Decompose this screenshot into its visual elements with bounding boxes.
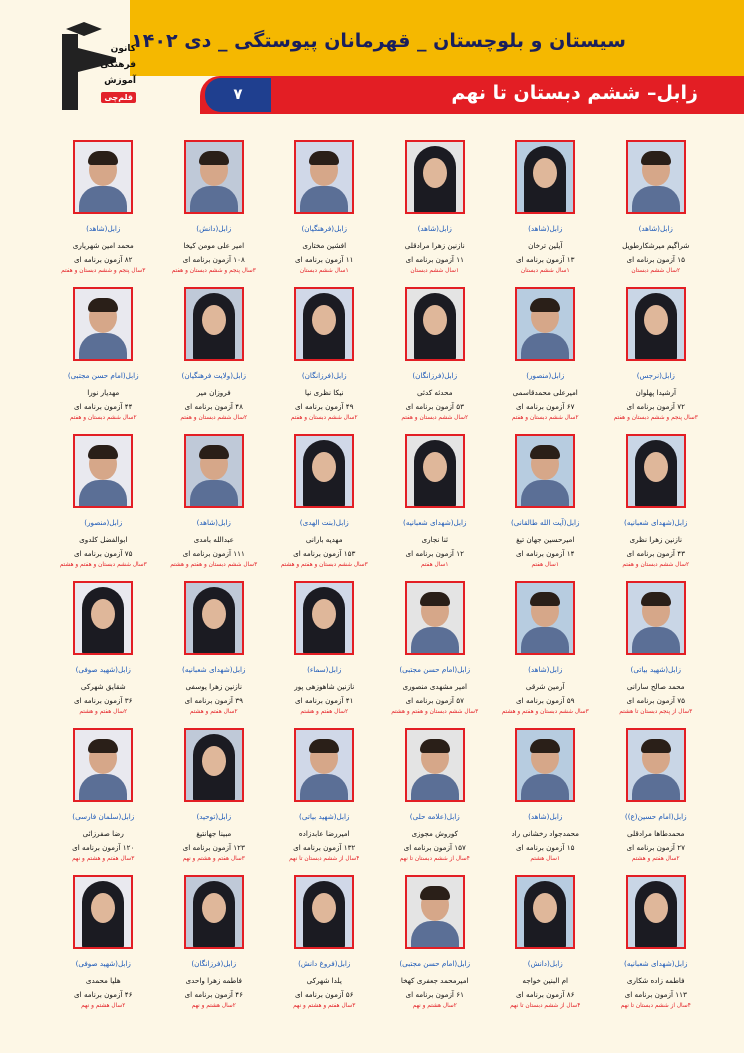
student-name: ام البنین خواجه xyxy=(522,976,569,985)
student-tests: ۴۱ آزمون برنامه ای xyxy=(295,696,354,705)
student-photo xyxy=(73,287,133,361)
student-photo xyxy=(626,875,686,949)
student-years: ۱سال ششم دبستان xyxy=(520,268,570,274)
student-card xyxy=(601,285,712,432)
student-card xyxy=(601,873,712,1020)
student-photo xyxy=(184,875,244,949)
student-tests: ۵۶ آزمون برنامه ای xyxy=(295,990,354,999)
student-name: آرمین شرقی xyxy=(525,682,565,691)
student-card xyxy=(380,138,491,285)
student-tests: ۱۴ آزمون برنامه ای xyxy=(516,549,575,558)
student-card xyxy=(269,579,380,726)
student-name: کوروش مجوزی xyxy=(411,829,458,838)
student-tests: ۱۱ آزمون برنامه ای xyxy=(405,255,464,264)
student-name: نازنین زهرا مرادقلی xyxy=(404,241,465,250)
student-school: زابل(علامه حلی) xyxy=(409,812,460,821)
student-name: فاطمه زاده شکاری xyxy=(626,976,685,985)
student-years: ۴سال از ششم دبستان تا نهم xyxy=(620,1003,691,1009)
student-card xyxy=(269,873,380,1020)
student-school: زابل(شاهد) xyxy=(417,224,452,233)
student-tests: ۱۰۸ آزمون برنامه ای xyxy=(182,255,245,264)
student-name: عبدالله بامدی xyxy=(193,535,234,544)
student-name: محمدجواد رخشانی راد xyxy=(511,829,580,838)
logo xyxy=(48,18,138,116)
student-school: زابل(آیت الله طالقانی) xyxy=(511,518,580,527)
student-name: نازنین زهرا یوسفی xyxy=(185,682,242,691)
student-years: ۳سال ششم دبستان و هفتم و هشتم xyxy=(391,709,479,715)
student-years: ۲سال هشتم و نهم xyxy=(81,1003,126,1009)
student-school: زابل(ولایت فرهنگیان) xyxy=(181,371,246,380)
student-years: ۳سال پنجم و ششم دبستان و هفتم xyxy=(171,268,256,274)
student-photo xyxy=(294,875,354,949)
student-photo xyxy=(184,434,244,508)
student-school: زابل(شهدای شعبانیه) xyxy=(624,518,688,527)
student-photo xyxy=(184,581,244,655)
student-card xyxy=(159,873,270,1020)
student-years: ۱سال هشتم xyxy=(530,856,561,862)
student-years: ۴سال از ششم دبستان تا نهم xyxy=(510,1003,581,1009)
student-photo xyxy=(405,875,465,949)
student-years: ۳سال هفتم و هشتم و نهم xyxy=(72,856,135,862)
student-photo xyxy=(184,140,244,214)
student-card xyxy=(380,579,491,726)
student-school: زابل(شاهد) xyxy=(528,812,563,821)
student-photo xyxy=(515,140,575,214)
student-card xyxy=(490,873,601,1020)
student-card xyxy=(380,873,491,1020)
student-tests: ۴۶ آزمون برنامه ای xyxy=(74,990,133,999)
student-school: زابل(شهدای شعبانیه) xyxy=(624,959,688,968)
student-years: ۲سال هفتم و هشتم xyxy=(300,709,349,715)
student-card xyxy=(48,138,159,285)
student-name: آرشیدا پهلوان xyxy=(635,388,676,397)
student-years: ۳سال ششم دبستان و هفتم و هشتم xyxy=(59,562,147,568)
student-school: زابل(شهید بیاتی) xyxy=(299,812,350,821)
student-name: محدثه کدئی xyxy=(416,388,453,397)
student-tests: ۱۵۷ آزمون برنامه ای xyxy=(403,843,466,852)
student-tests: ۶۷ آزمون برنامه ای xyxy=(516,402,575,411)
student-photo xyxy=(515,728,575,802)
logo-text: قلم‌چی xyxy=(101,92,136,103)
student-photo xyxy=(184,728,244,802)
student-school: زابل(شاهد) xyxy=(86,224,121,233)
page-title: سیستان و بلوچستان _ قهرمانان پیوستگی _ دی ۱۴۰۲ xyxy=(131,30,626,52)
student-tests: ۷۵ آزمون برنامه ای xyxy=(626,696,685,705)
student-photo xyxy=(626,581,686,655)
student-name: مبینا جهانتیغ xyxy=(196,829,232,838)
student-school: زابل(شهید صوفی) xyxy=(75,665,131,674)
student-school: زابل(شهید بیاتی) xyxy=(630,665,681,674)
student-card xyxy=(490,579,601,726)
student-school: زابل(فرزانگان) xyxy=(191,959,237,968)
student-photo xyxy=(405,287,465,361)
student-card xyxy=(269,432,380,579)
student-card xyxy=(48,873,159,1020)
student-card xyxy=(48,432,159,579)
student-card xyxy=(380,432,491,579)
student-photo xyxy=(73,434,133,508)
student-card xyxy=(159,579,270,726)
student-years: ۱سال ششم دبستان xyxy=(299,268,349,274)
student-tests: ۵۷ آزمون برنامه ای xyxy=(405,696,464,705)
student-tests: ۴۳ آزمون برنامه ای xyxy=(626,549,685,558)
student-tests: ۴۶ آزمون برنامه ای xyxy=(184,990,243,999)
student-photo xyxy=(184,287,244,361)
student-card xyxy=(380,285,491,432)
student-school: زابل(امام حسن مجتبی) xyxy=(399,959,471,968)
student-school: زابل(شاهد) xyxy=(528,224,563,233)
student-years: ۲سال ششم دبستان و هفتم xyxy=(622,562,690,568)
student-years: ۲سال هفتم و هشتم xyxy=(79,709,128,715)
student-years: ۱سال هفتم xyxy=(531,562,559,568)
student-card xyxy=(48,285,159,432)
student-school: زابل(دانش) xyxy=(196,224,232,233)
student-school: زابل(فرزانگان) xyxy=(412,371,458,380)
student-years: ۱سال هفتم xyxy=(421,562,449,568)
logo-text: آموزش xyxy=(104,76,136,86)
student-school: زابل(شهید صوفی) xyxy=(75,959,131,968)
student-school: زابل(دانش) xyxy=(527,959,563,968)
student-years: ۲سال ششم دبستان و هفتم xyxy=(401,415,469,421)
student-card xyxy=(601,579,712,726)
student-tests: ۱۲ آزمون برنامه ای xyxy=(405,549,464,558)
student-years: ۳سال ششم دبستان و هفتم و هشتم xyxy=(170,562,258,568)
student-card xyxy=(490,726,601,873)
student-photo xyxy=(405,434,465,508)
student-card xyxy=(269,726,380,873)
student-photo xyxy=(73,581,133,655)
student-tests: ۸۲ آزمون برنامه ای xyxy=(74,255,133,264)
page-subtitle: زابل– ششم دبستان تا نهم xyxy=(451,82,698,104)
student-school: زابل(شهدای شعبانیه) xyxy=(403,518,467,527)
student-tests: ۷۵ آزمون برنامه ای xyxy=(74,549,133,558)
student-photo xyxy=(626,728,686,802)
student-name: یلدا شهرکی xyxy=(306,976,342,985)
student-tests: ۳۹ آزمون برنامه ای xyxy=(184,696,243,705)
student-name: امیر مشهدی منصوری xyxy=(402,682,468,691)
student-name: شقایق شهرکی xyxy=(80,682,126,691)
student-card xyxy=(601,432,712,579)
student-photo xyxy=(405,140,465,214)
student-name: امیررضا عابدزاده xyxy=(298,829,350,838)
student-grid xyxy=(48,138,711,1020)
student-tests: ۱۳۲ آزمون برنامه ای xyxy=(293,843,356,852)
student-tests: ۱۵ آزمون برنامه ای xyxy=(626,255,685,264)
student-years: ۲سال هشتم و نهم xyxy=(412,1003,457,1009)
student-card xyxy=(48,726,159,873)
student-photo xyxy=(294,434,354,508)
student-tests: ۱۵ آزمون برنامه ای xyxy=(516,843,575,852)
student-photo xyxy=(294,140,354,214)
student-school: زابل(امام حسین(ع)) xyxy=(624,812,687,821)
student-years: ۲سال هشتم و نهم xyxy=(191,1003,236,1009)
student-name: امیرمحمد جعفری کهخا xyxy=(400,976,469,985)
student-card xyxy=(601,726,712,873)
student-photo xyxy=(626,287,686,361)
student-tests: ۵۳ آزمون برنامه ای xyxy=(405,402,464,411)
student-card xyxy=(159,285,270,432)
student-years: ۲سال ششم دبستان و هفتم xyxy=(69,415,137,421)
student-photo xyxy=(73,728,133,802)
student-name: فاطمه زهرا واحدی xyxy=(185,976,242,985)
student-card xyxy=(490,285,601,432)
student-years: ۴سال از ششم دبستان تا نهم xyxy=(289,856,360,862)
student-years: ۲سال ششم دبستان و هفتم xyxy=(290,415,358,421)
student-school: زابل(شاهد) xyxy=(528,665,563,674)
student-name: امیر علی مومن کیخا xyxy=(183,241,245,250)
student-card xyxy=(269,285,380,432)
student-school: زابل(فرزانگان) xyxy=(301,371,347,380)
student-years: ۴سال از ششم دبستان تا نهم xyxy=(399,856,470,862)
student-card xyxy=(490,432,601,579)
student-photo xyxy=(626,434,686,508)
student-school: زابل(امام حسن مجتبی) xyxy=(67,371,139,380)
student-name: شراگیم میرشکارطویل xyxy=(622,241,690,250)
student-name: محمد صالح سارانی xyxy=(626,682,685,691)
student-years: ۲سال هفتم و هشتم xyxy=(189,709,238,715)
student-photo xyxy=(294,581,354,655)
student-tests: ۳۶ آزمون برنامه ای xyxy=(74,696,133,705)
student-name: ثنا نجاری xyxy=(421,535,449,544)
student-years: ۳سال هفتم و هشتم و نهم xyxy=(182,856,245,862)
student-name: مهدیار نورا xyxy=(87,388,120,397)
student-school: زابل(توحید) xyxy=(196,812,232,821)
student-school: زابل(منصور) xyxy=(526,371,565,380)
student-years: ۳سال هفتم و هشتم و نهم xyxy=(293,1003,356,1009)
student-card xyxy=(159,138,270,285)
student-school: زابل(فرهنگیان) xyxy=(301,224,347,233)
student-photo xyxy=(515,581,575,655)
student-tests: ۱۳ آزمون برنامه ای xyxy=(516,255,575,264)
student-tests: ۱۱۱ آزمون برنامه ای xyxy=(182,549,245,558)
student-years: ۳سال پنجم و ششم دبستان و هفتم xyxy=(61,268,146,274)
student-card xyxy=(159,726,270,873)
student-tests: ۲۷ آزمون برنامه ای xyxy=(626,843,685,852)
logo-text: فرهنگی xyxy=(100,60,136,70)
student-tests: ۱۲۳ آزمون برنامه ای xyxy=(182,843,245,852)
student-name: امیرعلی محمدقاسمی xyxy=(512,388,578,397)
student-card xyxy=(601,138,712,285)
student-tests: ۸۶ آزمون برنامه ای xyxy=(516,990,575,999)
student-name: محمد امین شهریاری xyxy=(72,241,134,250)
student-photo xyxy=(515,287,575,361)
student-tests: ۴۸ آزمون برنامه ای xyxy=(184,402,243,411)
student-school: زابل(سماء) xyxy=(307,665,342,674)
student-school: زابل(منصور) xyxy=(84,518,123,527)
student-name: فروزان میر xyxy=(196,388,231,397)
student-years: ۲سال ششم دبستان xyxy=(631,268,681,274)
student-school: زابل(شهدای شعبانیه) xyxy=(182,665,246,674)
student-photo xyxy=(405,581,465,655)
student-school: زابل(امام حسن مجتبی) xyxy=(399,665,471,674)
student-years: ۱سال ششم دبستان xyxy=(410,268,460,274)
student-card xyxy=(380,726,491,873)
student-name: مهدیه بارانی xyxy=(305,535,343,544)
student-photo xyxy=(405,728,465,802)
student-school: زابل(فروغ دانش) xyxy=(298,959,351,968)
student-name: ابوالفضل کلدوی xyxy=(79,535,128,544)
student-school: زابل(شاهد) xyxy=(196,518,231,527)
student-years: ۲سال هفتم و هشتم xyxy=(631,856,680,862)
student-tests: ۶۱ آزمون برنامه ای xyxy=(405,990,464,999)
student-photo xyxy=(515,875,575,949)
student-tests: ۱۱۳ آزمون برنامه ای xyxy=(624,990,687,999)
student-name: رضا صفرزائی xyxy=(82,829,124,838)
student-tests: ۱۲۰ آزمون برنامه ای xyxy=(72,843,135,852)
student-photo xyxy=(515,434,575,508)
student-card xyxy=(269,138,380,285)
student-photo xyxy=(294,728,354,802)
student-name: هلیا محمدی xyxy=(85,976,121,985)
student-tests: ۱۵۳ آزمون برنامه ای xyxy=(293,549,356,558)
student-name: امیرحسین جهان تیغ xyxy=(516,535,575,544)
student-tests: ۱۱ آزمون برنامه ای xyxy=(295,255,354,264)
student-school: زابل(نرجس) xyxy=(636,371,675,380)
student-tests: ۴۴ آزمون برنامه ای xyxy=(74,402,133,411)
student-years: ۲سال ششم دبستان و هفتم xyxy=(180,415,248,421)
student-name: افشین مختاری xyxy=(302,241,347,250)
student-name: نازنین زهرا نظری xyxy=(629,535,683,544)
student-name: نازنین شاهوزهی پور xyxy=(294,682,355,691)
student-tests: ۴۹ آزمون برنامه ای xyxy=(295,402,354,411)
student-years: ۳سال ششم دبستان و هفتم و هشتم xyxy=(280,562,368,568)
student-years: ۲سال ششم دبستان و هفتم xyxy=(511,415,579,421)
student-name: آیلین ترخان xyxy=(528,241,563,250)
student-school: زابل(بنت الهدی) xyxy=(299,518,349,527)
student-name: نیکا نظری نیا xyxy=(304,388,344,397)
student-name: محمدطاها مرادقلی xyxy=(627,829,685,838)
student-photo xyxy=(626,140,686,214)
logo-text: کانون xyxy=(110,44,136,54)
student-photo xyxy=(73,875,133,949)
student-school: زابل(شاهد) xyxy=(638,224,673,233)
page-number: ۷ xyxy=(233,85,243,103)
student-card xyxy=(159,432,270,579)
student-years: ۳سال ششم دبستان و هفتم و هشتم xyxy=(501,709,589,715)
student-tests: ۷۲ آزمون برنامه ای xyxy=(626,402,685,411)
page-header xyxy=(0,0,744,122)
student-years: ۳سال پنجم و ششم دبستان و هفتم xyxy=(613,415,698,421)
student-card xyxy=(48,579,159,726)
student-years: ۳سال از پنجم دبستان تا هشتم xyxy=(619,709,693,715)
student-school: زابل(سلمان فارسی) xyxy=(72,812,135,821)
student-photo xyxy=(73,140,133,214)
student-tests: ۵۹ آزمون برنامه ای xyxy=(516,696,575,705)
student-card xyxy=(490,138,601,285)
logo-figure xyxy=(62,34,78,110)
student-photo xyxy=(294,287,354,361)
